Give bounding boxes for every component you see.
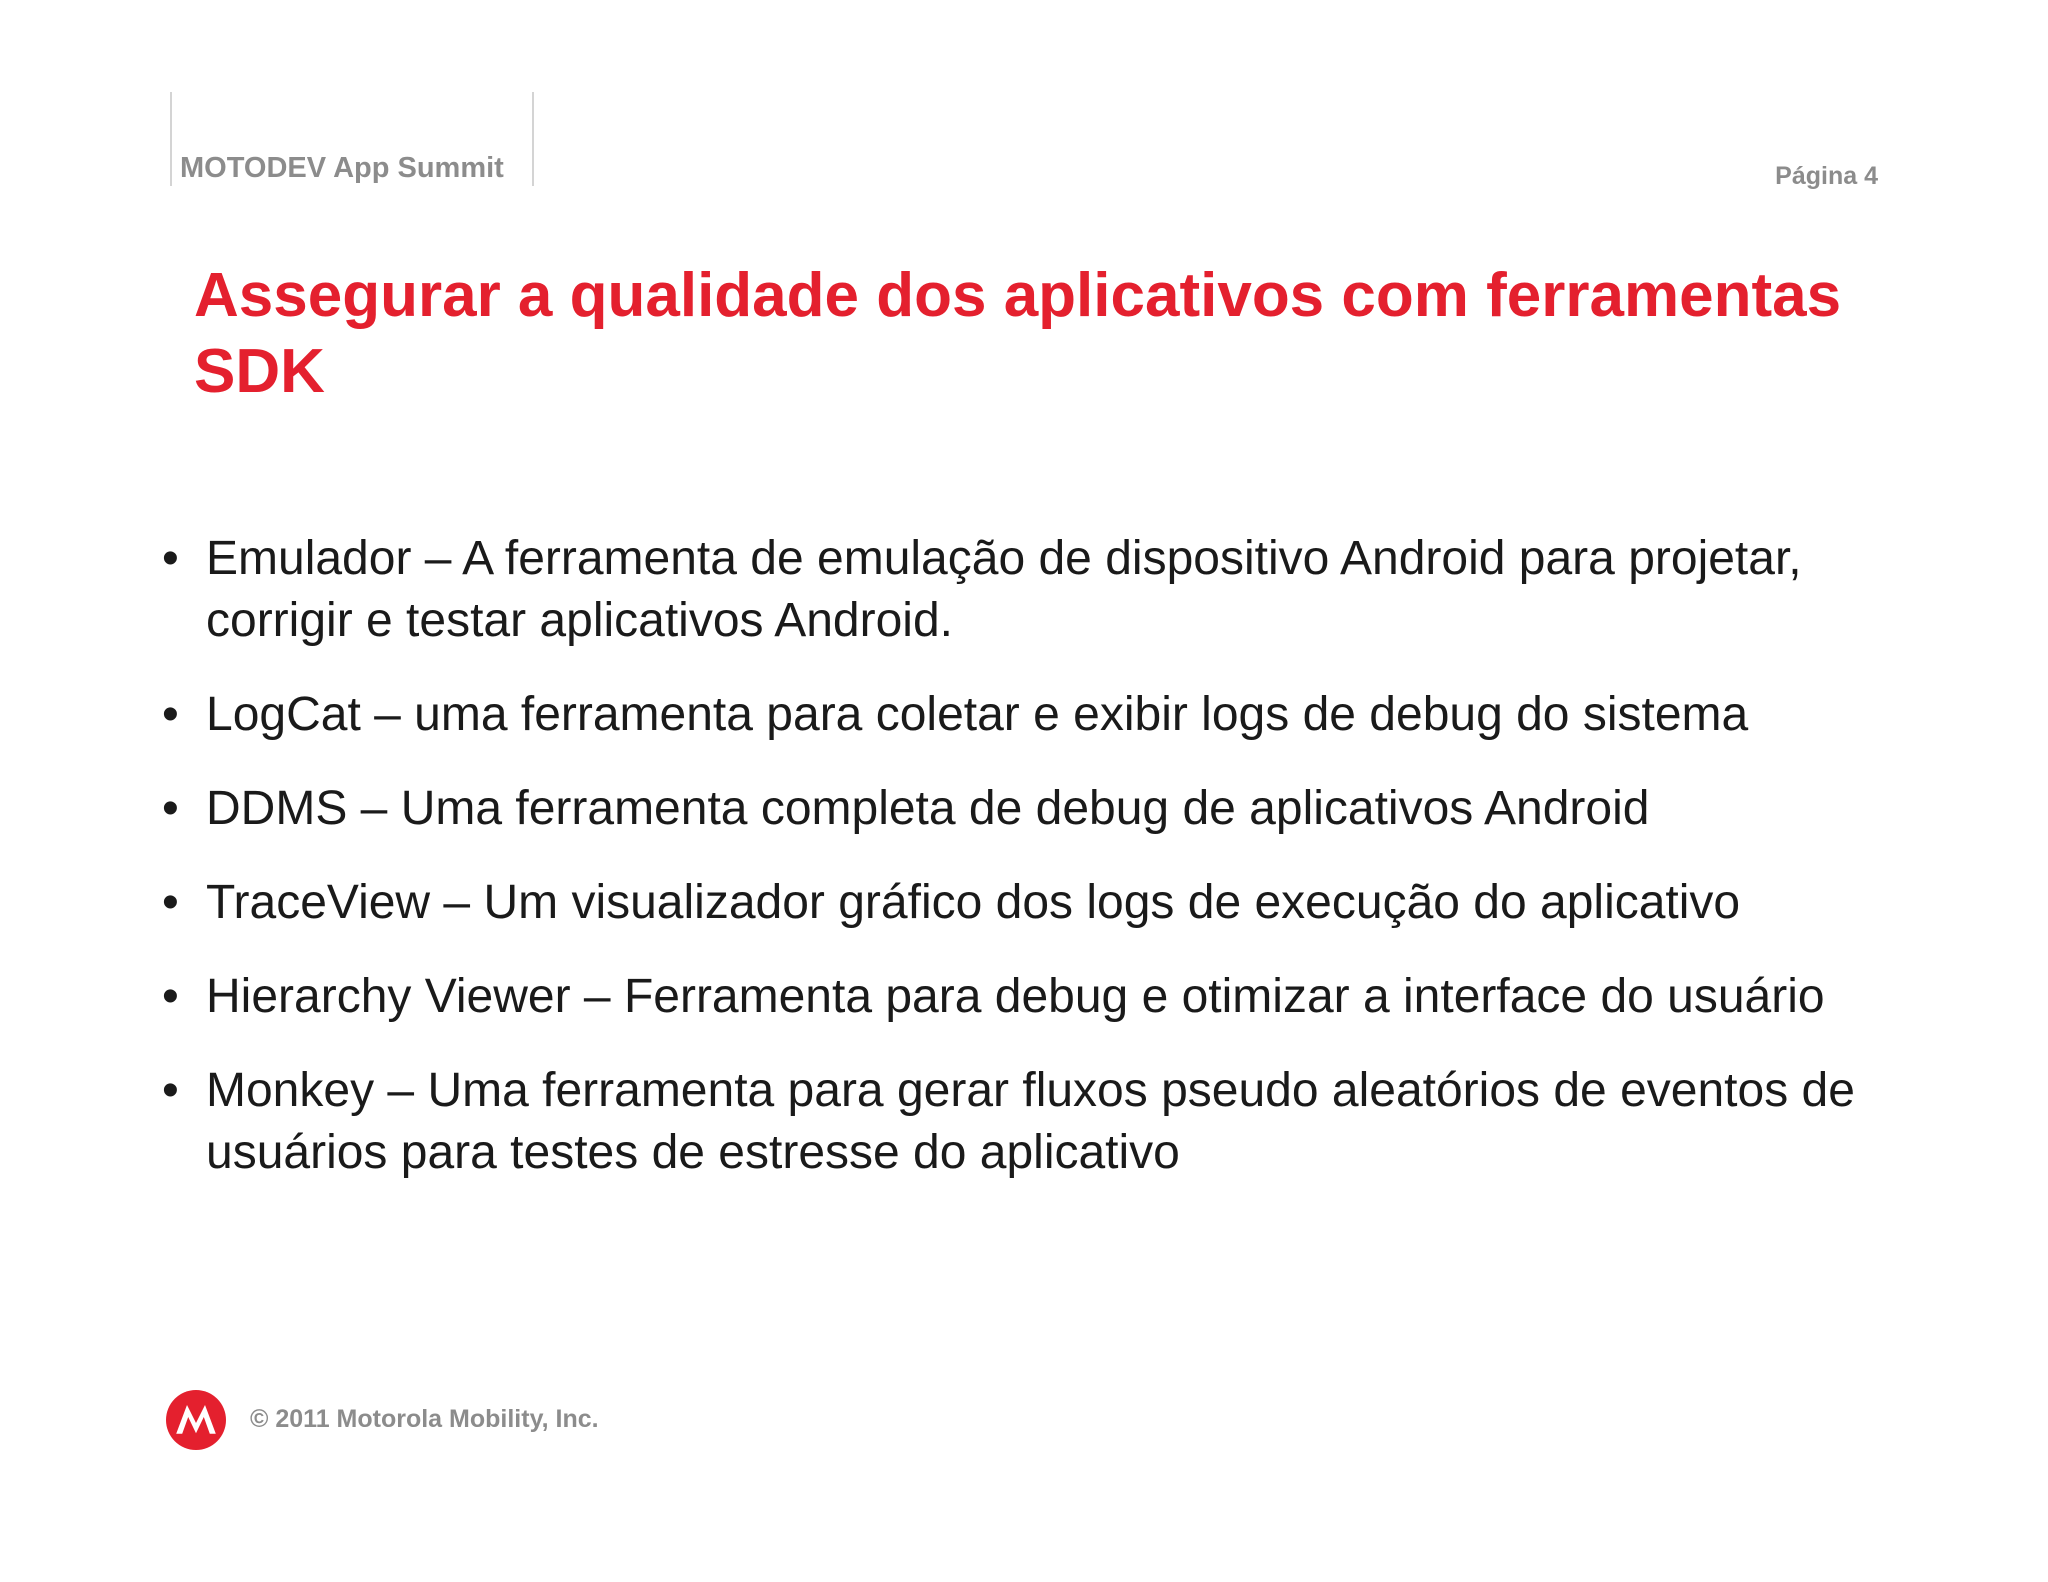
bullet-text: Emulador – A ferramenta de emulação de dispositivo Android para projetar, corrigir e testar aplicativos Android. — [206, 532, 1802, 647]
bullet-text: Monkey – Uma ferramenta para gerar fluxos pseudo aleatórios de eventos de usuários para testes de estresse do aplicativo — [206, 1064, 1855, 1179]
bullet-icon: • — [162, 532, 179, 585]
bullet-text: LogCat – uma ferramenta para coletar e exibir logs de debug do sistema — [206, 688, 1749, 741]
event-name: MOTODEV App Summit — [180, 152, 504, 184]
bullet-text: DDMS – Uma ferramenta completa de debug de aplicativos Android — [206, 782, 1650, 835]
list-item — [150, 966, 1890, 1028]
list-item — [150, 778, 1890, 840]
slide-title: Assegurar a qualidade dos aplicativos com ferramentas SDK — [194, 261, 1842, 406]
bullet-text: TraceView – Um visualizador gráfico dos logs de execução do aplicativo — [206, 876, 1741, 929]
list-item — [150, 684, 1890, 746]
list-item — [150, 872, 1890, 934]
bullet-icon: • — [162, 782, 179, 835]
list-item — [150, 528, 1890, 652]
copyright-text: © 2011 Motorola Mobility, Inc. — [250, 1405, 599, 1433]
bullet-list — [150, 528, 1890, 1216]
bullet-icon: • — [162, 970, 179, 1023]
bullet-icon: • — [162, 1064, 179, 1117]
bullet-icon: • — [162, 876, 179, 929]
bullet-text: Hierarchy Viewer – Ferramenta para debug e otimizar a interface do usuário — [206, 970, 1825, 1023]
list-item — [150, 1060, 1890, 1184]
page-number: Página 4 — [1775, 162, 1878, 190]
motorola-logo-icon — [166, 1390, 226, 1450]
bullet-icon: • — [162, 688, 179, 741]
